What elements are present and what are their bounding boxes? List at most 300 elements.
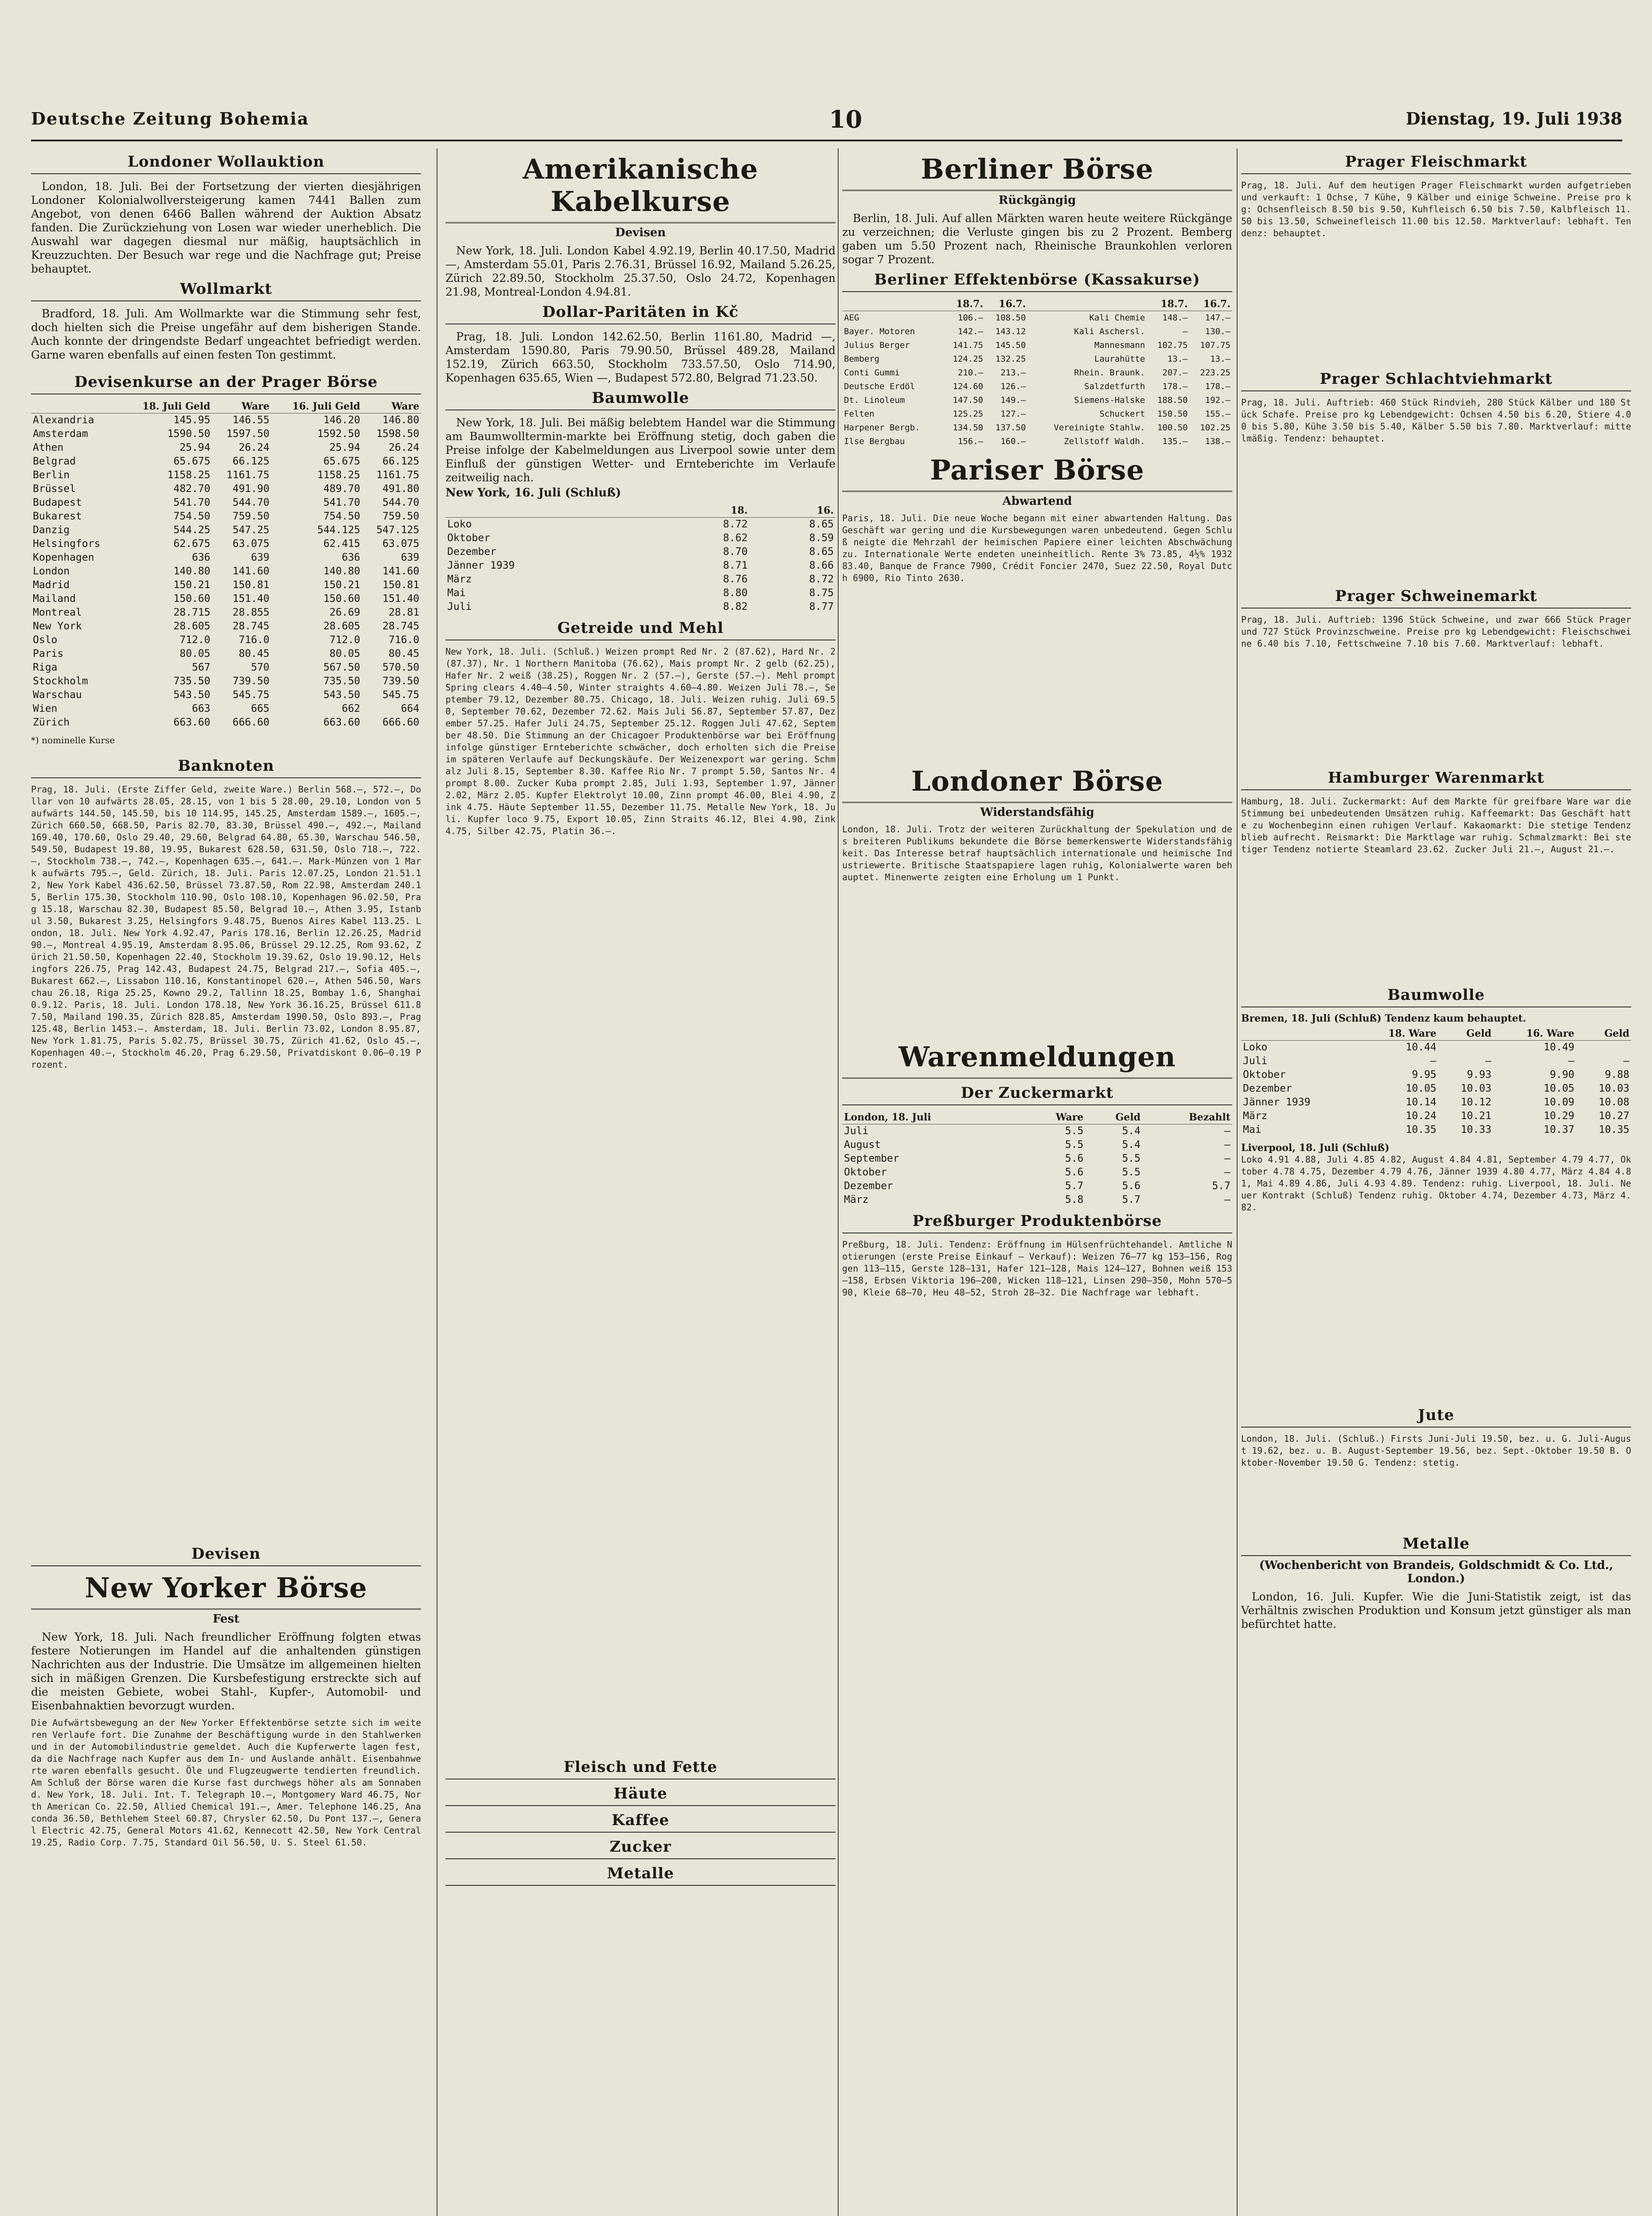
table-cell: 147.50 bbox=[953, 395, 984, 405]
table-cell: 544.125 bbox=[317, 524, 360, 536]
table-cell: 5.8 bbox=[1065, 1194, 1084, 1206]
section-subheading: Abwartend bbox=[1002, 495, 1072, 508]
table-cell: 140.80 bbox=[173, 566, 211, 577]
table-row bbox=[1241, 1054, 1631, 1068]
section-heading: Hamburger Warenmarkt bbox=[1241, 769, 1631, 790]
section-subheading: Rückgängig bbox=[998, 194, 1076, 207]
table-cell: — bbox=[1224, 1125, 1230, 1137]
table-cell: Alexandria bbox=[33, 414, 94, 426]
table-cell: 716.0 bbox=[238, 634, 269, 646]
table-cell: 754.50 bbox=[173, 511, 211, 522]
table-cell: Danzig bbox=[33, 524, 70, 536]
table-cell: 10.35 bbox=[1406, 1124, 1437, 1135]
table-cell: 10.33 bbox=[1461, 1124, 1492, 1135]
table-cell: 1161.75 bbox=[376, 469, 419, 481]
table-cell: 28.715 bbox=[173, 607, 211, 618]
column-header: 16. Ware bbox=[1493, 1027, 1576, 1041]
table-cell: 567 bbox=[191, 662, 211, 673]
table-cell: 62.415 bbox=[323, 538, 360, 550]
table-cell: Mai bbox=[1243, 1124, 1261, 1135]
table-cell: Loko bbox=[447, 519, 472, 530]
text-block: Prag, 18. Juli. (Erste Ziffer Geld, zweite Ware.) Berlin 568.—, 572.—, Dollar von 10 aufwärts 28.05, 28.15, von 1 bis 5 28.00, 29.10, London von 5 aufwärts 144.50, 145.50, bis 10 114.95, 145.25, Amsterdam 1589.—, 1605.—, Zürich 660.50, 668.50, Paris 82.70, 83.30, Brüssel 490.—, 492.—, Mailand 169.40, 170.60, Oslo 29.40, 29.60, Belgrad 64.80, 65.30, Warschau 546.50, 549.50, Budapest 19.80, 19.95, Bukarest 628.50, 631.50, Oslo 718.—, 722.—, Stockholm 738.—, 742.—, Kopenhagen 635.—, 641.—. Mark-Münzen von 1 Mark aufwärts 795.—, Geld. Zürich, 18. Juli. Paris 12.07.25, London 21.51.12, New York Kabel 436.62.50, Brüssel 73.87.50, Rom 22.98, Amsterdam 240.15, Berlin 175.30, Stockholm 110.90, Oslo 108.10, Kopenhagen 96.02.50, Prag 15.18, Warschau 82.30, Budapest 85.50, Belgrad 10.—, Athen 3.95, Istanbul 3.50, Bukarest 3.25, Helsingfors 9.48.75, Buenos Aires Kabel 113.25. London, 18. Juli. New York 4.92.47, Paris 178.16, Berlin 12.26.25, Madrid 90.—, Montreal 4.95.19, Amsterdam 8.95.06, Brüssel 29.12.25, Rom 93.62, Zürich 21.50.50, Kopenhagen 22.40, Stockholm 19.39.62, Oslo 19.90.12, Helsingfors 226.75, Prag 142.43, Budapest 24.75, Belgrad 217.—, Sofia 405.—, Bukarest 662.—, Lissabon 110.16, Konstantinopel 620.—, Athen 546.50, Warschau 26.18, Riga 25.25, Kowno 29.2, Tallinn 18.25, Bombay 1.6, Shanghai 0.9.12. Paris, 18. Juli. London 178.18, New York 36.16.25, Brüssel 611.87.50, Mailand 190.35, Zürich 828.85, Amsterdam 1990.50, Oslo 893.—, Prag 125.48, Berlin 1453.—. Amsterdam, 18. Juli. Berlin 73.02, London 8.95.87, New York 1.81.75, Paris 5.02.75, Brüssel 30.75, Zürich 41.62, Oslo 45.—, Kopenhagen 40.—, Stockholm 46.20, Prag 6.29.50, Privatdiskont 0.06—0.19 Prozent. bbox=[31, 784, 421, 1070]
table-cell: 547.125 bbox=[376, 524, 419, 536]
table-cell: 8.71 bbox=[723, 560, 748, 571]
column-header: 18.7. bbox=[1147, 297, 1189, 311]
table-cell: 543.50 bbox=[323, 689, 360, 701]
table-row bbox=[842, 380, 1232, 394]
table-cell: 716.0 bbox=[388, 634, 419, 646]
table-cell: 80.45 bbox=[238, 648, 269, 659]
table-cell: 28.605 bbox=[323, 620, 360, 632]
table-row bbox=[842, 1193, 1232, 1207]
table-cell: 10.44 bbox=[1406, 1042, 1437, 1053]
table-row bbox=[31, 661, 421, 675]
table-cell: AEG bbox=[844, 313, 859, 323]
text-block: Prag, 18. Juli. Auftrieb: 1396 Stück Schweine, und zwar 666 Stück Prager und 727 Stück Provinzschweine. Preise pro kg Lebendgewicht: Fleischschweine 6.40 bis 7.10, Fettschweine 7.10 bis 7.60. Marktverlauf: lebhaft. bbox=[1241, 614, 1631, 649]
table-cell: Salzdetfurth bbox=[1084, 382, 1145, 391]
article-text: New York, 18. Juli. Nach freundlicher Eröffnung folgten etwas festere Notierungen im Handel auf die anhaltenden günstigen Nachrichten aus der Industrie. Die Umsätze im allgemeinen hielten sich in mäßigen Grenzen. Die Kursbefestigung erstreckte sich auf die meisten Gebiete, wobei Stahl-, Kupfer-, Automobil- und Eisenbahnaktien bevorzugt wurden. bbox=[31, 1631, 421, 1712]
table-cell: 9.95 bbox=[1412, 1069, 1437, 1081]
column-header bbox=[31, 400, 121, 414]
table-cell: 1158.25 bbox=[317, 469, 360, 481]
table-cell: 160.— bbox=[1000, 437, 1026, 446]
column-header: 18.7. bbox=[942, 297, 985, 311]
table-cell: 10.49 bbox=[1543, 1042, 1574, 1053]
table-cell: 10.09 bbox=[1543, 1096, 1574, 1108]
table-cell: 145.95 bbox=[173, 414, 211, 426]
table-cell: 666.60 bbox=[232, 717, 269, 728]
table-cell: 544.70 bbox=[232, 497, 269, 508]
column-header: 16. Juli Geld bbox=[271, 400, 362, 414]
table-cell: Dt. Linoleum bbox=[844, 395, 905, 405]
table-cell: 124.25 bbox=[953, 354, 984, 364]
text-block: Paris, 18. Juli. Die neue Woche begann mit einer abwartenden Haltung. Das Geschäft war gering und die Kursbewegungen waren unbedeutend. Gegen Schluß neigte die Mehrzahl der heimischen Papiere einer leichten Abschwächung zu. Internationale Werte endeten uneinheitlich. Rente 3% 73.85, 4½% 1932 83.40, Banque de France 7900, Crédit Foncier 2470, Suez 22.50, Royal Dutch 6900, Rio Tinto 2630. bbox=[842, 513, 1232, 583]
table-cell bbox=[1576, 1041, 1631, 1055]
table-cell: 545.75 bbox=[382, 689, 419, 701]
section-heading: Metalle bbox=[445, 1865, 836, 1886]
table-row bbox=[31, 647, 421, 661]
table-cell: 5.5 bbox=[1122, 1153, 1140, 1164]
table-cell: Kali Aschersl. bbox=[1074, 327, 1145, 336]
table-cell: Oktober bbox=[447, 532, 490, 544]
section-heading: Pariser Börse bbox=[842, 454, 1232, 492]
table-cell: 5.6 bbox=[1122, 1180, 1140, 1192]
table-cell: Helsingfors bbox=[33, 538, 101, 550]
page-number: 10 bbox=[829, 105, 863, 133]
table-cell: 5.6 bbox=[1065, 1167, 1084, 1178]
table-cell: 150.60 bbox=[173, 593, 211, 605]
text-block: New York, 18. Juli. (Schluß.) Weizen prompt Red Nr. 2 (87.62), Hard Nr. 2 (87.37), Nr. 1 Northern Manitoba (76.62), Mais prompt Nr. 2 gelb (62.25), Hafer Nr. 2 weiß (38.25), Roggen Nr. 2 (57.—), Gerste (57.—). Mehl prompt Spring clears 4.40—4.50, Winter straights 4.60—4.80. Weizen Juli 78.—, September 79.12, Dezember 80.75. Chicago, 18. Juli. Weizen ruhig. Juli 69.50, September 70.62, Dezember 72.62. Mais Juli 56.87, September 57.87, Dezember 57.25. Hafer Juli 24.75, September 25.12. Roggen Juli 47.62, September 48.50. Die Stimmung an der Chicagoer Produktenbörse war bei Eröffnung infolge günstiger Ernteberichte schwächer, doch erholten sich die Preise im späteren Verlaufe auf Deckungskäufe. Der Weizenexport war gering. Schmalz Juli 8.15, September 8.30. Kaffee Rio Nr. 7 prompt 5.50, Santos Nr. 4 prompt 8.00. Zucker Kuba prompt 2.85, Juli 1.93, September 1.97, Jänner 2.02, März 2.05. Kupfer Elektrolyt 10.00, Zinn prompt 46.00, Blei 4.90, Zink 4.75. Häute September 11.55, Dezember 11.75. Metalle New York, 18. Juli. Kupfer loco 9.75, Export 10.05, Zinn Straits 46.12, Blei 4.90, Zink 4.75, Silber 42.75, Platin 36.—. bbox=[445, 646, 836, 836]
cotton-table bbox=[445, 504, 836, 614]
table-cell: September bbox=[844, 1153, 899, 1164]
table-cell: 1597.50 bbox=[226, 428, 269, 440]
column-header: 16. bbox=[750, 504, 836, 518]
table-cell: 106.— bbox=[957, 313, 984, 323]
table-row bbox=[31, 716, 421, 730]
table-row bbox=[842, 421, 1232, 435]
table-row bbox=[842, 325, 1232, 339]
section-heading: Devisen bbox=[31, 1545, 421, 1566]
table-cell: März bbox=[844, 1194, 869, 1206]
table-cell: 146.80 bbox=[382, 414, 419, 426]
table-cell: 135.— bbox=[1162, 437, 1188, 446]
table-cell: 150.81 bbox=[382, 579, 419, 591]
table-cell: Budapest bbox=[33, 497, 82, 508]
table-cell: 178.— bbox=[1205, 382, 1230, 391]
table-cell: Julius Berger bbox=[844, 340, 910, 350]
zucker-table bbox=[842, 1111, 1232, 1207]
table-cell: 28.745 bbox=[382, 620, 419, 632]
table-row bbox=[445, 545, 836, 559]
column-header: 18. bbox=[663, 504, 749, 518]
column-header: Geld bbox=[1438, 1027, 1493, 1041]
table-row bbox=[31, 565, 421, 578]
table-row bbox=[842, 1179, 1232, 1193]
table-cell: 5.7 bbox=[1065, 1180, 1084, 1192]
table-row bbox=[842, 1166, 1232, 1179]
section-heading: Dollar-Paritäten in Kč bbox=[445, 303, 836, 324]
table-row bbox=[31, 675, 421, 688]
article-text: Bradford, 18. Juli. Am Wollmarkte war die Stimmung sehr fest, doch hielten sich die Preise ungefähr auf dem bisherigen Stande. Auch konnte der dringendste Bedarf ungeachtet befriedigt werden. Garne waren ebenfalls auf einen festen Ton gestimmt. bbox=[31, 307, 421, 361]
table-cell: Bayer. Motoren bbox=[844, 327, 915, 336]
table-cell: 10.37 bbox=[1543, 1124, 1574, 1135]
text-block: London, 18. Juli. (Schluß.) Firsts Juni-Juli 19.50, bez. u. G. Juli-August 19.62, bez. u. B. August-September 19.56, bez. Sept.-Oktober 19.50 B. Oktober-November 19.50 G. Tendenz: stetig. bbox=[1241, 1433, 1631, 1468]
article-text: Prag, 18. Juli. London 142.62.50, Berlin 1161.80, Madrid —, Amsterdam 1590.80, Paris 79.90.50, Brüssel 489.28, Mailand 152.19, Zürich 663.50, Stockholm 733.57.50, Oslo 714.90, Kopenhagen 635.65, Wien —, Budapest 572.80, Belgrad 71.23.50. bbox=[445, 330, 836, 384]
table-cell: 5.4 bbox=[1122, 1139, 1140, 1151]
section-heading: Jute bbox=[1241, 1406, 1631, 1428]
table-row bbox=[31, 537, 421, 551]
section-heading: Banknoten bbox=[31, 757, 421, 778]
table-cell: 543.50 bbox=[173, 689, 211, 701]
table-cell: Paris bbox=[33, 648, 64, 659]
table-cell: — bbox=[1183, 327, 1188, 336]
table-cell: 10.03 bbox=[1461, 1083, 1492, 1094]
table-cell: 62.675 bbox=[173, 538, 211, 550]
table-cell: 9.93 bbox=[1467, 1069, 1492, 1081]
table-cell: Athen bbox=[33, 442, 64, 453]
table-cell: 491.80 bbox=[382, 483, 419, 495]
table-cell: 10.03 bbox=[1598, 1083, 1629, 1094]
table-row bbox=[445, 600, 836, 614]
table-cell: 146.20 bbox=[323, 414, 360, 426]
article-heading: Wollmarkt bbox=[31, 280, 421, 301]
table-cell: — bbox=[1485, 1055, 1492, 1067]
table-row bbox=[31, 620, 421, 633]
table-cell: 8.80 bbox=[723, 587, 748, 599]
table-cell: 8.75 bbox=[809, 587, 834, 599]
table-cell: Stockholm bbox=[33, 675, 88, 687]
table-cell: 143.12 bbox=[995, 327, 1026, 336]
column-header: Ware bbox=[1023, 1111, 1086, 1124]
ny-boerse-article bbox=[31, 1572, 421, 2116]
section-heading: Metalle bbox=[1241, 1535, 1631, 1556]
table-cell: — bbox=[1224, 1167, 1230, 1178]
table-cell: 666.60 bbox=[382, 717, 419, 728]
table-cell: 639 bbox=[251, 552, 269, 563]
table-cell: 155.— bbox=[1205, 409, 1230, 419]
table-cell: 80.45 bbox=[388, 648, 419, 659]
table-cell: 63.075 bbox=[382, 538, 419, 550]
table-cell: 151.40 bbox=[232, 593, 269, 605]
table-cell: 192.— bbox=[1205, 395, 1230, 405]
table-cell: 1161.75 bbox=[226, 469, 269, 481]
section-heading: Der Zuckermarkt bbox=[842, 1084, 1232, 1105]
table-cell: 1592.50 bbox=[317, 428, 360, 440]
table-cell: 5.5 bbox=[1065, 1139, 1084, 1151]
table-cell: 65.675 bbox=[173, 456, 211, 467]
text-block: Prag, 18. Juli. Auftrieb: 460 Stück Rindvieh, 280 Stück Kälber und 180 Stück Schafe. Preise pro kg Lebendgewicht: Ochsen 4.50 bis 6.20, Stiere 4.00 bis 5.80, Kühe 3.50 bis 5.40, Kälber 5.50 bis 7.80. Marktverlauf: mittelmäßig. Tendenz: behauptet. bbox=[1241, 397, 1631, 444]
table-cell: 100.50 bbox=[1157, 423, 1188, 433]
table-cell: — bbox=[1430, 1055, 1437, 1067]
column-header: 16.7. bbox=[1190, 297, 1232, 311]
column-header: Geld bbox=[1085, 1111, 1142, 1124]
table-cell: Schuckert bbox=[1099, 409, 1145, 419]
table-cell: 570 bbox=[251, 662, 269, 673]
table-cell: 5.7 bbox=[1122, 1194, 1140, 1206]
table-cell: 132.25 bbox=[995, 354, 1026, 364]
section-heading: Preßburger Produktenbörse bbox=[842, 1212, 1232, 1233]
table-cell: März bbox=[1243, 1110, 1268, 1122]
table-row bbox=[31, 523, 421, 537]
table-cell: Jänner 1939 bbox=[1243, 1096, 1311, 1108]
table-cell: 570.50 bbox=[382, 662, 419, 673]
table-cell: 150.21 bbox=[173, 579, 211, 591]
table-cell: 151.40 bbox=[382, 593, 419, 605]
table-cell: 107.75 bbox=[1200, 340, 1230, 350]
table-cell: 10.35 bbox=[1598, 1124, 1629, 1135]
table-cell: Berlin bbox=[33, 469, 70, 481]
article-text: New York, 18. Juli. London Kabel 4.92.19, Berlin 40.17.50, Madrid —, Amsterdam 55.01, Paris 2.76.31, Brüssel 16.92, Mailand 5.26.25, Zürich 22.89.50, Stockholm 25.37.50, Oslo 24.72, Kopenhagen 21.98, Montreal-London 4.94.81. bbox=[445, 244, 836, 298]
table-cell: 664 bbox=[401, 703, 419, 714]
table-cell: Kali Chemie bbox=[1089, 313, 1145, 323]
table-cell: 10.24 bbox=[1406, 1110, 1437, 1122]
table-cell: 10.12 bbox=[1461, 1096, 1492, 1108]
table-row bbox=[842, 339, 1232, 352]
table-row bbox=[445, 518, 836, 532]
table-cell: 145.50 bbox=[995, 340, 1026, 350]
table-cell: 80.05 bbox=[180, 648, 211, 659]
column-3 bbox=[842, 148, 1232, 2216]
table-cell: 127.— bbox=[1000, 409, 1026, 419]
table-cell: 739.50 bbox=[232, 675, 269, 687]
table-row bbox=[31, 606, 421, 620]
table-cell: Felten bbox=[844, 409, 875, 419]
table-cell: Siemens-Halske bbox=[1074, 395, 1145, 405]
table-cell: 8.82 bbox=[723, 601, 748, 613]
table-cell: — bbox=[1623, 1055, 1629, 1067]
table-cell: 735.50 bbox=[323, 675, 360, 687]
table-caption: Bremen, 18. Juli (Schluß) Tendenz kaum behauptet. bbox=[1241, 1013, 1527, 1024]
table-cell: Dezember bbox=[844, 1180, 893, 1192]
table-cell: 547.25 bbox=[232, 524, 269, 536]
table-cell: — bbox=[1224, 1194, 1230, 1206]
table-cell: 26.24 bbox=[388, 442, 419, 453]
table-cell: 125.25 bbox=[953, 409, 984, 419]
article-text: New York, 18. Juli. Bei mäßig belebtem Handel war die Stimmung am Baumwolltermin-markte bei Eröffnung stetig, doch gaben die Preise infolge der Kabelmeldungen aus Liverpool sowie unter dem Einfluß der günstigen Wetter- und Ernteberichte im Verlaufe zeitweilig nach. bbox=[445, 416, 836, 484]
devisen-prague-table-section bbox=[31, 373, 421, 745]
article-text: Berlin, 18. Juli. Auf allen Märkten waren heute weitere Rückgänge zu verzeichnen; die Verluste gingen bis zu 2 Prozent. Bemberg gaben um 5.50 Prozent nach, Rheinische Braunkohlen verloren sogar 7 Prozent. bbox=[842, 212, 1232, 266]
text-block: Prag, 18. Juli. Auf dem heutigen Prager Fleischmarkt wurden aufgetrieben und verkauft: 1 Ochse, 7 Kühe, 9 Kälber und einige Schweine. Preise pro kg: Ochsenfleisch 8.50 bis 9.50, Kuhfleisch 6.50 bis 7.50, Kalbfleisch 11.50 bis 13.50, Schweinefleisch 11.00 bis 12.50. Marktverlauf: lebhaft. Tendenz: behauptet. bbox=[1241, 180, 1631, 238]
table-cell: Mai bbox=[447, 587, 466, 599]
table-row bbox=[1241, 1096, 1631, 1109]
table-cell: März bbox=[447, 574, 472, 585]
text-block: London, 18. Juli. Trotz der weiteren Zurückhaltung der Spekulation und des breiteren Publikums bekundete die Börse bemerkenswerte Widerstandsfähigkeit. Das Interesse betraf hauptsächlich internationale und heimische Industriewerte. Britische Staatspapiere lagen ruhig, Kolonialwerte waren behauptet. Minenwerte zeigten eine Erholung um 1 Punkt. bbox=[842, 824, 1232, 882]
section-heading: Getreide und Mehl bbox=[445, 619, 836, 640]
table-cell: Kopenhagen bbox=[33, 552, 94, 563]
table-row bbox=[445, 573, 836, 586]
table-cell: 210.— bbox=[957, 368, 984, 378]
table-cell: 10.27 bbox=[1598, 1110, 1629, 1122]
table-cell: 178.— bbox=[1162, 382, 1188, 391]
table-cell: 5.5 bbox=[1065, 1125, 1084, 1137]
table-cell: Warschau bbox=[33, 689, 82, 701]
column-header bbox=[1027, 297, 1147, 311]
table-caption: New York, 16. Juli (Schluß) bbox=[445, 486, 621, 499]
section-heading: Londoner Börse bbox=[842, 765, 1232, 803]
text-block: Preßburg, 18. Juli. Tendenz: Eröffnung im Hülsenfrüchtehandel. Amtliche Notierungen (erste Preise Einkauf — Verkauf): Weizen 76—77 kg 153—156, Roggen 113—115, Gerste 128—131, Hafer 121—128, Mais 124—127, Bohnen weiß 153—158, Erbsen Viktoria 196—200, Wicken 118—121, Linsen 290—350, Mohn 570—590, Kleie 68—70, Heu 48—52, Stroh 28—32. Die Nachfrage war lebhaft. bbox=[842, 1239, 1232, 1298]
table-cell: Bemberg bbox=[844, 354, 880, 364]
table-cell: 491.90 bbox=[232, 483, 269, 495]
table-cell: 1590.50 bbox=[167, 428, 211, 440]
table-cell: 567.50 bbox=[323, 662, 360, 673]
table-row bbox=[842, 407, 1232, 421]
table-cell: 1158.25 bbox=[167, 469, 211, 481]
section-heading: Prager Schlachtviehmarkt bbox=[1241, 370, 1631, 391]
table-cell: 141.60 bbox=[232, 566, 269, 577]
table-cell: 28.745 bbox=[232, 620, 269, 632]
wool-auction-article bbox=[31, 153, 421, 362]
table-cell: 10.05 bbox=[1406, 1083, 1437, 1094]
table-cell: 8.76 bbox=[723, 574, 748, 585]
section-heading: Prager Schweinemarkt bbox=[1241, 587, 1631, 609]
table-cell: 223.25 bbox=[1200, 368, 1230, 378]
column-header bbox=[1241, 1027, 1355, 1041]
article-heading: New Yorker Börse bbox=[31, 1572, 421, 1610]
table-cell: 148.— bbox=[1162, 313, 1188, 323]
section-subheading: (Wochenbericht von Brandeis, Goldschmidt & Co. Ltd., London.) bbox=[1259, 1559, 1613, 1585]
table-cell: 28.81 bbox=[388, 607, 419, 618]
table-cell: 8.72 bbox=[723, 519, 748, 530]
table-cell: 134.50 bbox=[953, 423, 984, 433]
table-cell: Conti Gummi bbox=[844, 368, 900, 378]
table-row bbox=[31, 441, 421, 455]
table-cell: Mailand bbox=[33, 593, 76, 605]
section-heading: Prager Fleischmarkt bbox=[1241, 153, 1631, 174]
table-cell: 712.0 bbox=[180, 634, 211, 646]
column-header: Ware bbox=[362, 400, 421, 414]
table-cell: 13.— bbox=[1210, 354, 1230, 364]
table-cell: 150.21 bbox=[323, 579, 360, 591]
table-cell: 8.65 bbox=[809, 519, 834, 530]
table-cell: 712.0 bbox=[329, 634, 360, 646]
table-cell: 28.855 bbox=[232, 607, 269, 618]
table-cell: 9.90 bbox=[1550, 1069, 1574, 1081]
table-cell: 26.24 bbox=[238, 442, 269, 453]
table-cell: 142.— bbox=[957, 327, 984, 336]
table-cell: August bbox=[844, 1139, 881, 1151]
table-cell: Laurahütte bbox=[1094, 354, 1145, 364]
article-text: London, 18. Juli. Bei der Fortsetzung der vierten diesjährigen Londoner Kolonialwollversteigerung kamen 7441 Ballen zum Angebot, von denen 6466 Ballen während der Auktion Absatz fanden. Die Zurückziehung von Losen war wieder unerheblich. Die Auswahl war dagegen diesmal nur mäßig, hauptsächlich in Kreuzzuchten. Der Besuch war rege und die Nachfrage gut; Preise behauptet. bbox=[31, 180, 421, 275]
table-cell: 5.4 bbox=[1122, 1125, 1140, 1137]
table-cell: Belgrad bbox=[33, 456, 76, 467]
table-cell: 1598.50 bbox=[376, 428, 419, 440]
table-cell: 8.66 bbox=[809, 560, 834, 571]
table-cell: New York bbox=[33, 620, 82, 632]
table-cell: 108.50 bbox=[995, 313, 1026, 323]
table-cell: 759.50 bbox=[232, 511, 269, 522]
section-heading: Kaffee bbox=[445, 1811, 836, 1833]
article-subheading: Fest bbox=[212, 1612, 240, 1626]
text-block: Loko 4.91 4.88, Juli 4.85 4.82, August 4.84 4.81, September 4.79 4.77, Oktober 4.78 4.75, Dezember 4.79 4.76, Jänner 1939 4.80 4.77, März 4.84 4.81, Mai 4.89 4.86, Juli 4.93 4.89. Tendenz: ruhig. Liverpool, 18. Juli. Neuer Kontrakt (Schluß) Tendenz ruhig. Oktober 4.74, Dezember 4.73, März 4.82. bbox=[1241, 1154, 1631, 1213]
table-cell: 739.50 bbox=[382, 675, 419, 687]
table-cell: Oktober bbox=[1243, 1069, 1286, 1081]
table-cell: 65.675 bbox=[323, 456, 360, 467]
table-cell: 8.65 bbox=[809, 546, 834, 558]
table-cell: Dezember bbox=[447, 546, 496, 558]
table-cell: 13.— bbox=[1167, 354, 1188, 364]
table-row bbox=[31, 688, 421, 702]
table-row bbox=[1241, 1123, 1631, 1137]
table-row bbox=[31, 702, 421, 716]
table-cell: London bbox=[33, 566, 70, 577]
table-cell: Juli bbox=[1243, 1055, 1268, 1067]
table-cell: 735.50 bbox=[173, 675, 211, 687]
text-block: Die Aufwärtsbewegung an der New Yorker Effektenbörse setzte sich im weiteren Verlaufe fort. Die Zunahme der Beschäftigung wurde in den Stahlwerken und in der Automobilindustrie gemeldet. Auch die Kupferwerte lagen fest, da die Nachfrage nach Kupfer aus dem In- und Auslande anhält. Eisenbahnwerte waren ebenfalls gesucht. Öle und Flugzeugwerte tendierten freundlich. Am Schluß der Börse waren die Kurse fast durchwegs höher als am Sonnabend. New York, 18. Juli. Int. T. Telegraph 10.—, Montgomery Ward 46.75, North American Co. 22.50, Allied Chemical 191.—, Amer. Telephone 146.25, Anaconda 36.50, Bethlehem Steel 60.87, Chrysler 62.50, Du Pont 137.—, General Electric 42.75, General Motors 41.62, Kennecott 42.50, New York Central 19.25, Radio Corp. 7.75, Standard Oil 56.50, U. S. Steel 61.50. bbox=[31, 1717, 421, 1848]
table-cell: Montreal bbox=[33, 607, 82, 618]
table-cell: Oslo bbox=[33, 634, 58, 646]
column-header: Bezahlt bbox=[1142, 1111, 1232, 1124]
table-heading: Devisenkurse an der Prager Börse bbox=[31, 373, 421, 394]
table-row bbox=[31, 414, 421, 428]
table-cell: 10.05 bbox=[1543, 1083, 1574, 1094]
issue-date: Dienstag, 19. Juli 1938 bbox=[1406, 109, 1622, 129]
table-cell: 10.29 bbox=[1543, 1110, 1574, 1122]
table-cell: 126.— bbox=[1000, 382, 1026, 391]
section-heading: Häute bbox=[445, 1785, 836, 1806]
table-cell: 141.75 bbox=[953, 340, 984, 350]
table-cell: 102.75 bbox=[1157, 340, 1188, 350]
section-heading: Baumwolle bbox=[1241, 986, 1631, 1007]
table-cell: 639 bbox=[401, 552, 419, 563]
table-cell: 541.70 bbox=[173, 497, 211, 508]
table-cell: 9.88 bbox=[1605, 1069, 1629, 1081]
table-cell: Zürich bbox=[33, 717, 70, 728]
table-cell: — bbox=[1224, 1153, 1230, 1164]
table-cell: 754.50 bbox=[323, 511, 360, 522]
table-row bbox=[31, 510, 421, 523]
column-header: Geld bbox=[1576, 1027, 1631, 1041]
table-cell: 26.69 bbox=[329, 607, 360, 618]
page-header bbox=[31, 105, 1622, 141]
table-cell: 141.60 bbox=[382, 566, 419, 577]
table-cell: 5.6 bbox=[1065, 1153, 1084, 1164]
column-rule bbox=[838, 148, 839, 2216]
table-cell: 124.60 bbox=[953, 382, 984, 391]
table-row bbox=[842, 1124, 1232, 1139]
table-cell: 137.50 bbox=[995, 423, 1026, 433]
table-cell: 66.125 bbox=[382, 456, 419, 467]
column-2 bbox=[445, 148, 836, 2216]
table-cell: 8.59 bbox=[809, 532, 834, 544]
column-header bbox=[445, 504, 663, 518]
table-row bbox=[31, 468, 421, 482]
table-cell: Ilse Bergbau bbox=[844, 437, 905, 446]
table-row bbox=[445, 559, 836, 573]
table-cell: Amsterdam bbox=[33, 428, 88, 440]
table-cell: 63.075 bbox=[232, 538, 269, 550]
table-cell: Oktober bbox=[844, 1167, 887, 1178]
table-cell: 541.70 bbox=[323, 497, 360, 508]
